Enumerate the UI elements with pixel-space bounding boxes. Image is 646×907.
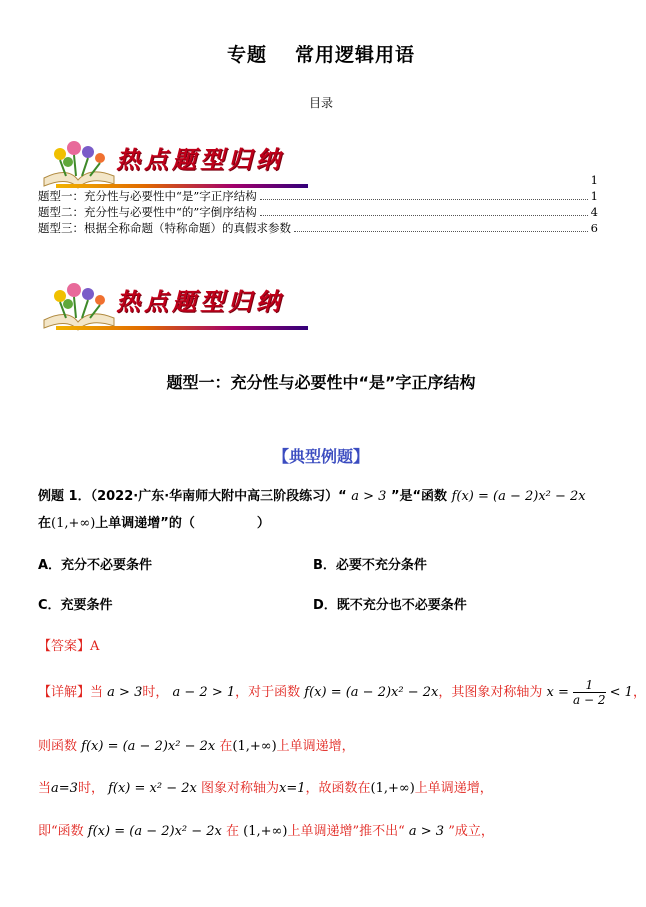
- detail-text: ，对于函数: [235, 685, 301, 700]
- toc-item-page: 1: [590, 189, 598, 203]
- banner-text: 热点题型归纳: [116, 146, 284, 174]
- answer-value: A: [90, 639, 100, 654]
- math-condition: a > 3: [351, 489, 387, 504]
- example-text: 在: [38, 516, 52, 531]
- example-text: 上单调递增”的（: [95, 516, 195, 531]
- example-label: 例题 1．（2022·广东·华南师大附中高三阶段练习）“: [38, 489, 347, 504]
- detail-text: 在: [226, 824, 240, 839]
- toc-row-blank: [38, 172, 598, 188]
- page-title: [0, 40, 642, 67]
- toc-page: 1: [590, 173, 598, 187]
- detail-text: 在: [219, 739, 233, 754]
- toc-item-page: 4: [590, 205, 598, 219]
- math-axis: x=1: [279, 781, 306, 796]
- detail-text: 当: [38, 781, 52, 796]
- section-banner: [38, 276, 308, 334]
- detail-text: 上单调递增，: [414, 781, 493, 796]
- math-function: f(x) = (a − 2)x² − 2x: [451, 489, 586, 504]
- book-flower-icon: [38, 278, 118, 330]
- fraction-denominator: a − 2: [573, 693, 606, 707]
- toc-item-text: 题型一：充分性与必要性中“是”字正序结构: [38, 189, 257, 203]
- math-function: f(x) = x² − 2x: [108, 781, 197, 796]
- example-mid: ”是“函数: [390, 489, 448, 504]
- detail-line3: [38, 777, 493, 796]
- detail-label: 【详解】: [38, 685, 91, 700]
- example-question-line1: [38, 485, 586, 504]
- detail-text: ，其图象对称轴为: [438, 685, 543, 700]
- math-inequality: a − 2 > 1: [172, 685, 236, 700]
- example-text: ）: [256, 516, 270, 531]
- detail-text: 上单调递增”推不出“: [287, 824, 405, 839]
- detail-text: 上单调递增，: [276, 739, 355, 754]
- math-x: x =: [546, 685, 569, 700]
- toc-item[interactable]: [38, 220, 598, 236]
- toc-item[interactable]: [38, 188, 598, 204]
- section-subheading: 【典型例题】: [272, 447, 369, 466]
- toc-label: 目录: [308, 96, 333, 110]
- math-function: f(x) = (a − 2)x² − 2x: [87, 824, 222, 839]
- detail-text: 当: [90, 685, 104, 700]
- detail-text: 时，: [77, 781, 104, 796]
- example-question-line2: [38, 512, 270, 531]
- math-condition: a=3: [51, 781, 78, 796]
- detail-line2: [38, 735, 355, 754]
- option-c[interactable]: C．充要条件: [38, 598, 113, 613]
- detail-text: 即“函数: [38, 824, 84, 839]
- math-condition: a > 3: [408, 824, 445, 839]
- banner-bar: [56, 326, 308, 330]
- math-condition: a > 3: [107, 685, 143, 700]
- detail-text: ，: [632, 685, 646, 700]
- math-interval: (1,+∞): [51, 516, 96, 531]
- math-function: f(x) = (a − 2)x² − 2x: [81, 739, 216, 754]
- answer-line: [38, 635, 99, 654]
- detail-text: ”成立，: [448, 824, 494, 839]
- math-less-than: < 1: [609, 685, 633, 700]
- detail-text: ，故函数在: [305, 781, 371, 796]
- answer-label: 【答案】: [38, 639, 91, 654]
- fraction-numerator: 1: [573, 678, 605, 693]
- math-interval: (1,+∞): [232, 739, 277, 754]
- toc-item-page: 6: [590, 221, 598, 235]
- toc-item[interactable]: [38, 204, 598, 220]
- math-fraction: [573, 678, 605, 707]
- option-a[interactable]: A．充分不必要条件: [38, 558, 153, 573]
- detail-line1: [38, 678, 646, 707]
- detail-line4: [38, 820, 494, 839]
- detail-text: 时，: [142, 685, 169, 700]
- option-b[interactable]: B．必要不充分条件: [313, 558, 427, 573]
- option-d[interactable]: D．既不充分也不必要条件: [313, 598, 467, 613]
- title-part1: 专题: [226, 44, 267, 66]
- detail-text: 则函数: [38, 739, 78, 754]
- banner-text: 热点题型归纳: [116, 288, 284, 316]
- title-part2: 常用逻辑用语: [295, 44, 416, 66]
- toc-item-text: 题型三：根据全称命题（特称命题）的真假求参数: [38, 221, 291, 235]
- table-of-contents: [38, 172, 598, 236]
- detail-text: 图象对称轴为: [200, 781, 279, 796]
- math-interval: (1,+∞): [370, 781, 415, 796]
- toc-item-text: 题型二：充分性与必要性中“的”字倒序结构: [38, 205, 257, 219]
- section-heading: 题型一：充分性与必要性中“是”字正序结构: [166, 373, 476, 392]
- math-function: f(x) = (a − 2)x² − 2x: [304, 685, 439, 700]
- math-interval: (1,+∞): [243, 824, 288, 839]
